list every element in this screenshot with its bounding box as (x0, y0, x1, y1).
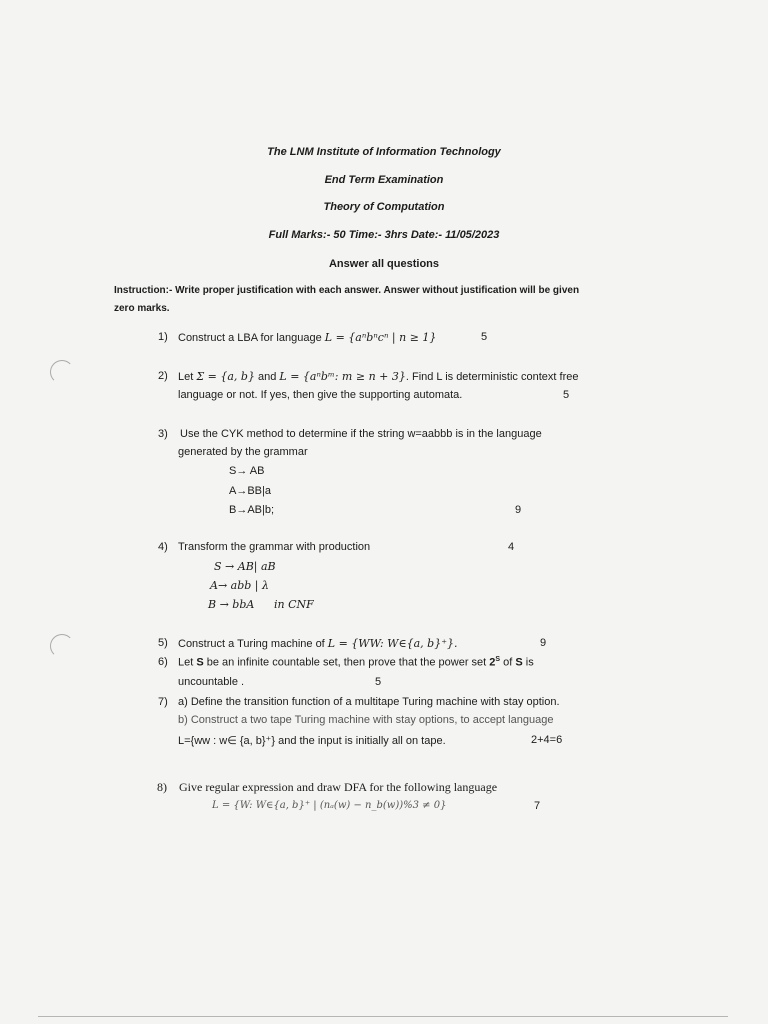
question-text-part: Construct a Turing machine of (178, 638, 328, 650)
question-text-part: and (254, 371, 280, 383)
punch-hole-mark-top (50, 360, 74, 384)
power-set-exponent: S (495, 656, 501, 663)
question-text-part: . Find L is deterministic context free (405, 371, 579, 383)
question-number: 1) (158, 331, 168, 343)
exam-details: Full Marks:- 50 Time:- 3hrs Date:- 11/05/2023 (268, 229, 500, 241)
question-text-line-2: generated by the grammar (178, 446, 308, 458)
instruction-line-2: zero marks. (114, 303, 170, 314)
question-marks: 5 (375, 676, 382, 688)
power-set-base: 2 (489, 656, 496, 669)
question-text (178, 370, 578, 383)
question-number: 2) (158, 370, 168, 382)
question-marks: 2+4=6 (531, 734, 563, 746)
exam-title: End Term Examination (324, 174, 444, 186)
question-marks: 5 (563, 389, 570, 401)
question-number: 5) (158, 637, 168, 649)
institute-name: The LNM Institute of Information Technology (267, 146, 501, 158)
question-text: Give regular expression and draw DFA for the following language (179, 780, 498, 794)
question-marks: 9 (540, 637, 547, 649)
question-text (178, 331, 436, 344)
grammar-rule: S→ AB (229, 465, 265, 477)
question-number: 4) (158, 541, 168, 553)
question-math: L = {aⁿbⁿcⁿ | n ≥ 1} (324, 331, 437, 344)
question-math: L = {aⁿbᵐ: m ≥ n + 3} (279, 370, 406, 383)
question-marks: 4 (508, 541, 515, 553)
question-marks: 7 (534, 800, 541, 812)
question-text-part: Let (178, 656, 197, 669)
question-text-part: Let (178, 371, 197, 383)
question-number: 7) (158, 696, 168, 708)
question-math: L = {W: W∈{a, b}⁺ | (nₐ(w) − n_b(w))%3 ≠ 0} (212, 800, 447, 811)
instruction-line-1: Instruction:- Write proper justification with each answer. Answer without justification will be given (114, 285, 580, 296)
question-number: 3) (158, 428, 168, 440)
set-symbol: S (515, 656, 523, 669)
question-text (178, 656, 534, 669)
question-text-line-2: uncountable . (178, 676, 245, 688)
question-text-part: be an infinite countable set, then prove that the power set (203, 656, 490, 669)
question-text-line-2: b) Construct a two tape Turing machine with stay options, to accept language (178, 714, 554, 726)
question-text-part: of (500, 656, 516, 669)
question-marks: 5 (481, 331, 488, 343)
question-text (178, 637, 458, 650)
question-number: 6) (158, 656, 168, 668)
grammar-rule: A→ abb | λ (210, 579, 269, 592)
grammar-suffix: in CNF (274, 598, 314, 611)
question-text-part: Construct a LBA for language (178, 332, 325, 344)
course-title: Theory of Computation (323, 201, 445, 213)
question-text-line-3: L={ww : w∈ {a, b}⁺} and the input is initially all on tape. (178, 735, 446, 747)
question-text-part: is (522, 656, 534, 669)
bottom-scan-edge (38, 1016, 728, 1017)
question-text: Transform the grammar with production (178, 541, 371, 553)
question-number: 8) (157, 780, 167, 794)
grammar-rule: B → bbA (208, 598, 255, 611)
punch-hole-mark-bottom (50, 634, 74, 658)
question-math: Σ = {a, b} (196, 370, 255, 383)
question-text: a) Define the transition function of a multitape Turing machine with stay option. (178, 696, 560, 708)
question-text-line-2: language or not. If yes, then give the supporting automata. (178, 389, 463, 401)
grammar-rule: B→AB|b; (229, 504, 275, 516)
question-math: L = {WW: W∈{a, b}⁺}. (327, 637, 458, 650)
grammar-rule: A→BB|a (229, 485, 271, 497)
set-symbol: S (196, 656, 204, 669)
grammar-rule: S → AB| aB (214, 560, 276, 573)
question-text: Use the CYK method to determine if the string w=aabbb is in the language (180, 428, 542, 440)
answer-all-note: Answer all questions (328, 258, 440, 270)
question-marks: 9 (515, 504, 522, 516)
